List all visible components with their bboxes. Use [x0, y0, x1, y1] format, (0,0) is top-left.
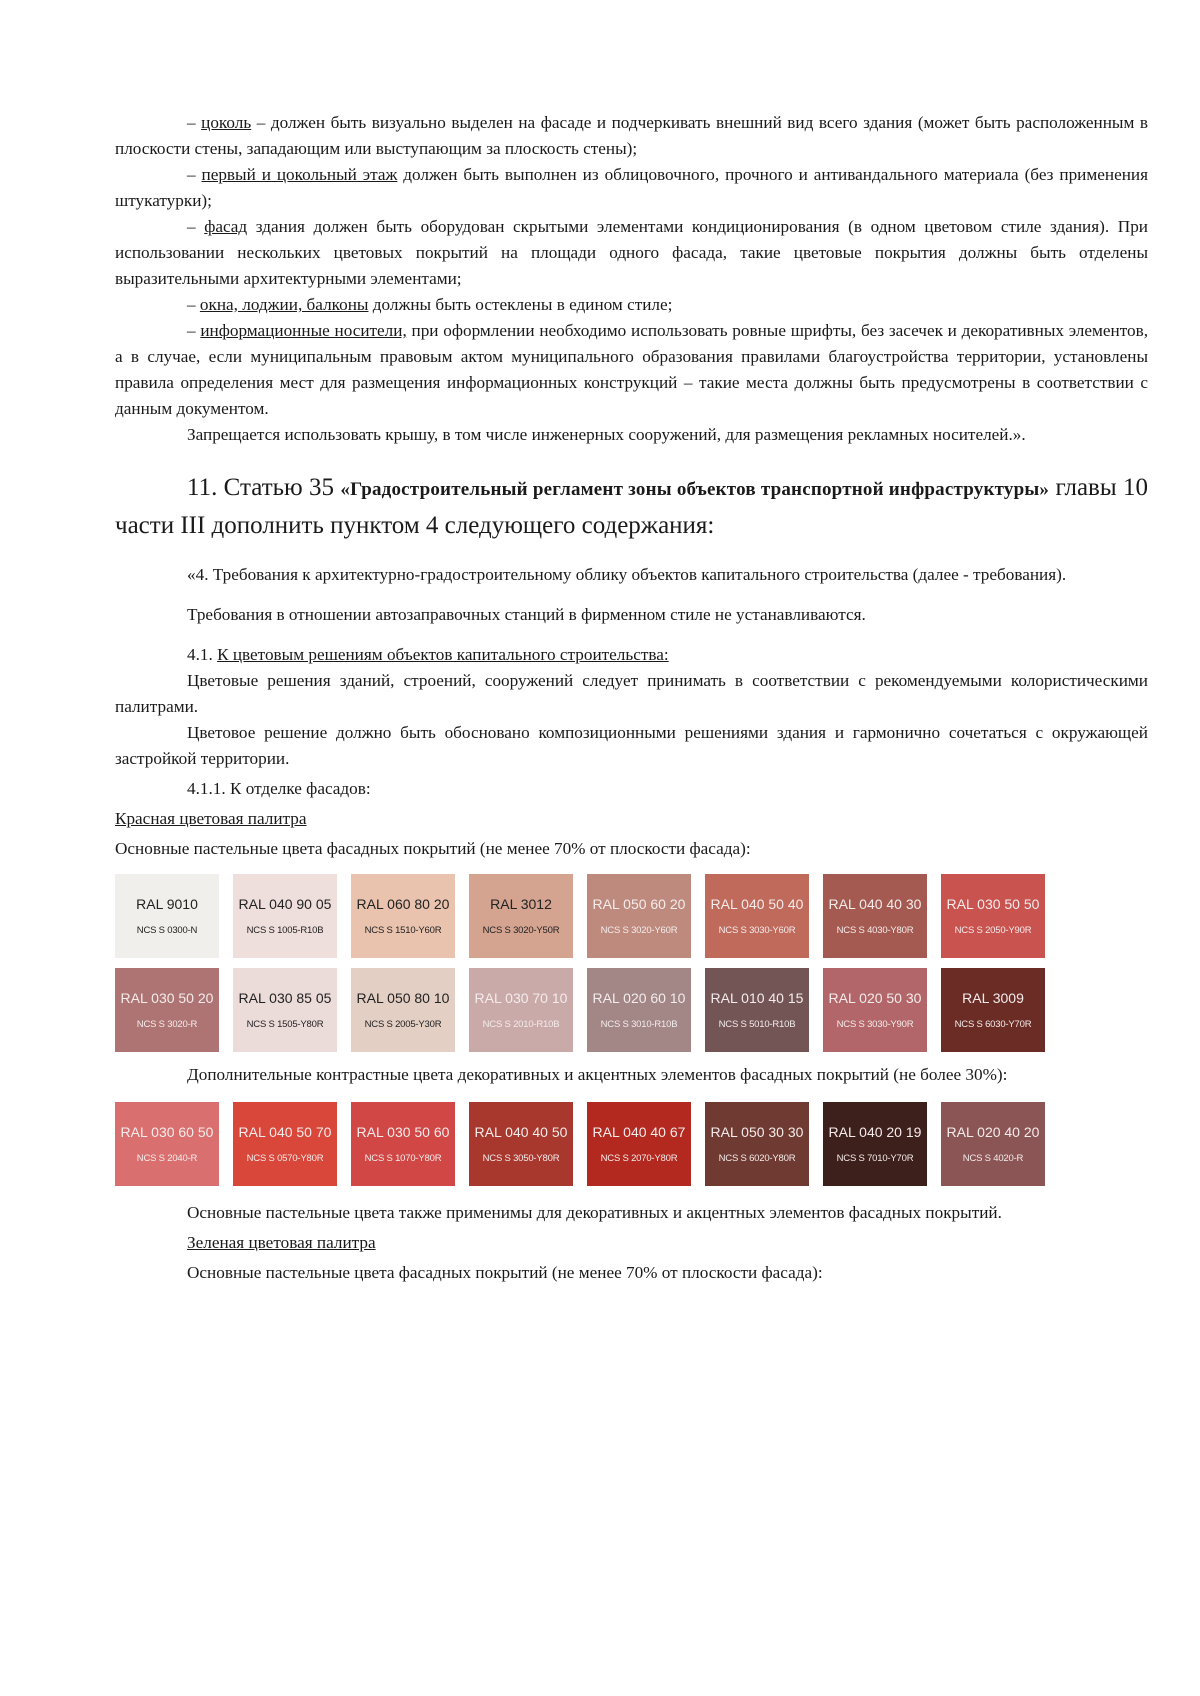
swatch-ral-code: RAL 010 40 15 — [710, 990, 804, 1006]
heading-lead: 11. Статью 35 — [187, 474, 341, 501]
swatch-ral-code: RAL 020 60 10 — [592, 990, 686, 1006]
swatch-ncs-code: NCS S 2050-Y90R — [954, 925, 1032, 936]
swatch-ncs-code: NCS S 5010-R10B — [718, 1019, 796, 1030]
clause-title: К цветовым решениям объектов капитального строительства: — [217, 645, 669, 664]
swatch-ncs-code: NCS S 3020-Y60R — [600, 925, 678, 936]
red-palette-title — [115, 806, 1148, 832]
color-swatch — [115, 1102, 219, 1186]
swatch-ncs-code: NCS S 3020-R — [136, 1019, 198, 1030]
dash: – — [187, 165, 202, 184]
swatch-ral-code: RAL 030 50 20 — [120, 990, 214, 1006]
swatch-ral-code: RAL 020 40 20 — [946, 1124, 1040, 1140]
green-palette-title-text: Зеленая цветовая палитра — [187, 1233, 376, 1252]
color-swatch — [705, 874, 809, 958]
swatch-ral-code: RAL 020 50 30 — [828, 990, 922, 1006]
color-swatch — [351, 1102, 455, 1186]
color-swatch — [469, 1102, 573, 1186]
swatch-ncs-code: NCS S 4030-Y80R — [836, 925, 914, 936]
heading-tail: главы 10 части III дополнить пунктом 4 следующего содержания: — [115, 474, 1148, 539]
paragraph-text: здания должен быть оборудован скрытыми элементами кондиционирования (в одном цветовом стиле здания). При использовании нескольких цветовых покрытий на площади одного фасада, такие цветовые покрытия должны быть отделены выразительными архитектурными элементами; — [115, 217, 1148, 288]
color-swatch — [823, 968, 927, 1052]
paragraph-plinth — [115, 110, 1148, 162]
color-swatch — [705, 1102, 809, 1186]
term-first-floor: первый и цокольный этаж — [201, 165, 398, 184]
paragraph-text: должен быть выполнен из облицовочного, прочного и антивандального материала (без применения штукатурки); — [115, 165, 1148, 210]
swatch-ncs-code: NCS S 1005-R10B — [246, 925, 324, 936]
palette-row-main-2 — [115, 968, 1148, 1052]
swatch-ral-code: RAL 030 60 50 — [120, 1124, 214, 1140]
color-swatch — [115, 968, 219, 1052]
color-swatch — [115, 874, 219, 958]
red-palette-title-text: Красная цветовая палитра — [115, 809, 307, 828]
color-swatch — [705, 968, 809, 1052]
swatch-ral-code: RAL 040 40 30 — [828, 896, 922, 912]
clause-number: 4.1. — [187, 645, 218, 664]
paragraph-gas-stations: Требования в отношении автозаправочных станций в фирменном стиле не устанавливаются. — [187, 605, 866, 624]
swatch-ral-code: RAL 050 30 30 — [710, 1124, 804, 1140]
term-facade: фасад — [204, 217, 248, 236]
paragraph-roof-ban: Запрещается использовать крышу, в том числе инженерных сооружений, для размещения рекламных носителей.». — [187, 425, 1026, 444]
swatch-ral-code: RAL 040 20 19 — [828, 1124, 922, 1140]
paragraph-text: при оформлении необходимо использовать ровные шрифты, без засечек и декоративных элементов, а в случае, если муниципальным правовым актом муниципального образования правилами благоустройства территории, установлены правила определения мест для размещения информационных конструкций – такие места должны быть предусмотрены в соответствии с данным документом. — [115, 321, 1149, 418]
swatch-ral-code: RAL 030 85 05 — [238, 990, 332, 1006]
swatch-ral-code: RAL 030 50 50 — [946, 896, 1040, 912]
swatch-ncs-code: NCS S 2010-R10B — [482, 1019, 560, 1030]
swatch-ncs-code: NCS S 2005-Y30R — [364, 1019, 442, 1030]
swatch-ncs-code: NCS S 6030-Y70R — [954, 1019, 1032, 1030]
swatch-ncs-code: NCS S 1510-Y60R — [364, 925, 442, 936]
paragraph-first-floor — [115, 162, 1148, 214]
swatch-ral-code: RAL 040 40 50 — [474, 1124, 568, 1140]
term-plinth: цоколь — [201, 113, 252, 132]
paragraph-facade-finish: 4.1.1. К отделке фасадов: — [187, 779, 371, 798]
paragraph-color-decisions: Цветовые решения зданий, строений, сооружений следует принимать в соответствии с рекомендуемыми колористическими палитрами. — [115, 671, 1148, 716]
swatch-ral-code: RAL 030 70 10 — [474, 990, 568, 1006]
palette-row-main-1 — [115, 874, 1148, 958]
swatch-ral-code: RAL 050 60 20 — [592, 896, 686, 912]
swatch-ral-code: RAL 3012 — [490, 896, 552, 912]
swatch-ncs-code: NCS S 0570-Y80R — [246, 1153, 324, 1164]
color-swatch — [469, 968, 573, 1052]
term-windows: окна, лоджии, балконы — [199, 295, 369, 314]
dash: – — [187, 217, 205, 236]
paragraph-pastel-applicable: Основные пастельные цвета также применимы для декоративных и акцентных элементов фасадных покрытий. — [187, 1203, 1002, 1222]
swatch-ral-code: RAL 040 90 05 — [238, 896, 332, 912]
swatch-ncs-code: NCS S 3030-Y90R — [836, 1019, 914, 1030]
color-swatch — [823, 874, 927, 958]
swatch-ral-code: RAL 3009 — [962, 990, 1024, 1006]
section-heading — [115, 470, 1148, 544]
swatch-ncs-code: NCS S 3020-Y50R — [482, 925, 560, 936]
color-swatch — [823, 1102, 927, 1186]
color-swatch — [941, 968, 1045, 1052]
color-swatch — [941, 1102, 1045, 1186]
paragraph-info-carriers — [115, 318, 1148, 422]
paragraph-color-solutions-heading — [115, 642, 1148, 668]
swatch-ral-code: RAL 040 50 40 — [710, 896, 804, 912]
paragraph-windows — [115, 292, 1148, 318]
dash: – — [187, 321, 201, 340]
dash: – — [187, 113, 202, 132]
swatch-ral-code: RAL 040 40 67 — [592, 1124, 686, 1140]
color-swatch — [233, 1102, 337, 1186]
color-swatch — [351, 874, 455, 958]
paragraph-requirements-intro: «4. Требования к архитектурно-градостроительному облику объектов капитального строительства (далее - требования). — [187, 565, 1067, 584]
swatch-ncs-code: NCS S 2040-R — [136, 1153, 198, 1164]
color-swatch — [351, 968, 455, 1052]
color-swatch — [587, 874, 691, 958]
paragraph-facade — [115, 214, 1148, 292]
swatch-ncs-code: NCS S 2070-Y80R — [600, 1153, 678, 1164]
paragraph-color-justification: Цветовое решение должно быть обосновано композиционными решениями здания и гармонично сочетаться с окружающей застройкой территории. — [115, 723, 1148, 768]
swatch-ral-code: RAL 040 50 70 — [238, 1124, 332, 1140]
swatch-ncs-code: NCS S 3050-Y80R — [482, 1153, 560, 1164]
heading-bold-title: «Градостроительный регламент зоны объектов транспортной инфраструктуры» — [340, 479, 1050, 500]
palette-row-accent — [115, 1102, 1148, 1186]
swatch-ncs-code: NCS S 7010-Y70R — [836, 1153, 914, 1164]
color-swatch — [587, 968, 691, 1052]
main-colors-label: Основные пастельные цвета фасадных покрытий (не менее 70% от плоскости фасада): — [115, 839, 751, 858]
main-colors-label-green: Основные пастельные цвета фасадных покрытий (не менее 70% от плоскости фасада): — [187, 1263, 823, 1282]
extra-colors-label: Дополнительные контрастные цвета декоративных и акцентных элементов фасадных покрытий (не более 30%): — [187, 1065, 1008, 1084]
swatch-ral-code: RAL 9010 — [136, 896, 198, 912]
swatch-ncs-code: NCS S 6020-Y80R — [718, 1153, 796, 1164]
color-swatch — [233, 968, 337, 1052]
dash: – — [187, 295, 200, 314]
paragraph-text: – должен быть визуально выделен на фасаде и подчеркивать внешний вид всего здания (может быть расположенным в плоскости стены, западающим или выступающим за плоскость стены); — [115, 113, 1148, 158]
green-palette-title — [115, 1230, 1148, 1256]
term-info-carriers: информационные носители, — [200, 321, 407, 340]
swatch-ncs-code: NCS S 3010-R10B — [600, 1019, 678, 1030]
color-swatch — [233, 874, 337, 958]
swatch-ncs-code: NCS S 4020-R — [962, 1153, 1024, 1164]
color-swatch — [469, 874, 573, 958]
color-swatch — [941, 874, 1045, 958]
swatch-ral-code: RAL 050 80 10 — [356, 990, 450, 1006]
swatch-ncs-code: NCS S 3030-Y60R — [718, 925, 796, 936]
color-swatch — [587, 1102, 691, 1186]
swatch-ncs-code: NCS S 1070-Y80R — [364, 1153, 442, 1164]
swatch-ncs-code: NCS S 0300-N — [136, 925, 198, 936]
paragraph-text: должны быть остеклены в едином стиле; — [368, 295, 673, 314]
swatch-ral-code: RAL 060 80 20 — [356, 896, 450, 912]
swatch-ncs-code: NCS S 1505-Y80R — [246, 1019, 324, 1030]
swatch-ral-code: RAL 030 50 60 — [356, 1124, 450, 1140]
